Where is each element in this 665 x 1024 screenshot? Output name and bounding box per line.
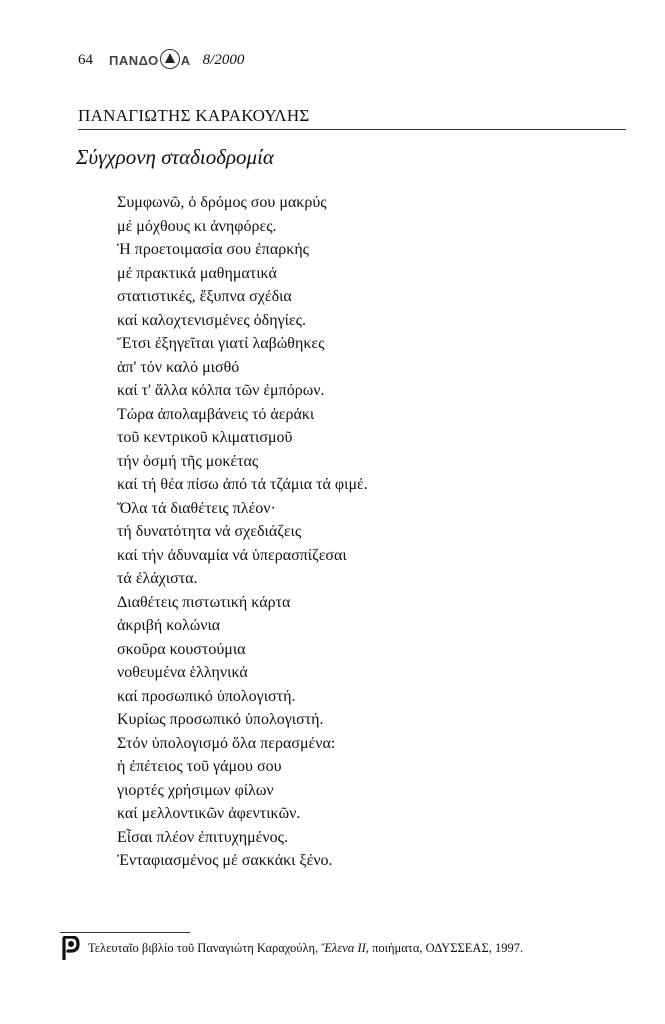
poem-line: καί μελλοντικῶν ἀφεντικῶν. xyxy=(117,805,301,822)
poem-line: μέ μόχθους κι ἀνηφόρες. xyxy=(117,217,277,235)
poem-line: Συμφωνῶ, ὁ δρόμος σου μακρύς xyxy=(117,194,327,211)
poem-line: τή δυνατότητα νά σχεδιάζεις xyxy=(117,523,302,540)
poem-line: τήν ὀσμή τῆς μοκέτας xyxy=(117,452,259,470)
poem-line: γιορτές χρήσιμων φίλων xyxy=(117,781,274,799)
magazine-logo-icon xyxy=(160,49,180,69)
poem-body xyxy=(117,191,617,873)
magazine-logo-text-right: Α xyxy=(180,52,191,68)
poem-line: Τώρα ἀπολαμβάνεις τό ἀεράκι xyxy=(117,405,315,423)
running-header xyxy=(78,48,244,72)
poem-line: Εἶσαι πλέον ἐπιτυχημένος. xyxy=(117,828,288,846)
poem-line: Στόν ὑπολογισμό ὅλα περασμένα: xyxy=(117,734,336,752)
footnote-text xyxy=(88,941,523,956)
footnote-divider xyxy=(60,932,190,933)
poem-line: τοῦ κεντρικοῦ κλιματισμοῦ xyxy=(117,429,293,446)
magazine-logo xyxy=(109,50,191,70)
poem-line: καί προσωπικό ὑπολογιστή. xyxy=(117,687,296,705)
author-name: ΠΑΝΑΓΙΩΤΗΣ ΚΑΡΑΚΟΥΛΗΣ xyxy=(78,106,310,125)
poem-line: καί καλοχτενισμένες ὁδηγίες. xyxy=(117,311,307,329)
poem-line: Διαθέτεις πιστωτική κάρτα xyxy=(117,593,291,611)
poem-line: Ἔτσι ἐξηγεῖται γιατί λαβώθηκες xyxy=(117,335,325,352)
poem-line: ἀπ' τόν καλό μισθό xyxy=(117,358,240,376)
poem-title: Σύγχρονη σταδιοδρομία xyxy=(76,145,274,169)
poem-line: Ὅλα τά διαθέτεις πλέον· xyxy=(117,499,276,517)
poem-line: καί τ' ἄλλα κόλπα τῶν ἐμπόρων. xyxy=(117,382,325,399)
issue-number: 8/2000 xyxy=(202,51,245,68)
poem-line: τά ἐλάχιστα. xyxy=(117,570,198,587)
poem-line: ἀκριβή κολώνια xyxy=(117,617,221,634)
poem-line: καί τήν ἀδυναμία νά ὑπερασπίζεσαι xyxy=(117,546,347,564)
poem-line: καί τή θέα πίσω ἀπό τά τζάμια τά φιμέ. xyxy=(117,476,368,493)
poem-line: σκοῦρα κουστούμια xyxy=(117,640,246,658)
page-number: 64 xyxy=(78,51,93,68)
poem-line: μέ πρακτικά μαθηματικά xyxy=(117,264,277,282)
stylized-p-icon xyxy=(60,936,80,960)
footnote xyxy=(60,936,523,960)
poem-line: ἡ ἐπέτειος τοῦ γάμου σου xyxy=(117,758,282,775)
poem-line: Ἡ προετοιμασία σου ἐπαρκής xyxy=(117,241,310,258)
footnote-book-title: Ἕλενα ΙΙ xyxy=(321,940,366,955)
footnote-text-before: Τελευταῖο βιβλίο τοῦ Παναγιώτη Καραχούλη, xyxy=(88,940,322,955)
poem-line: νοθευμένα ἑλληνικά xyxy=(117,664,248,681)
header-divider xyxy=(78,129,626,130)
poem-line: Κυρίως προσωπικό ὑπολογιστή. xyxy=(117,711,324,728)
footnote-text-after: , ποιήματα, ΟΔΥΣΣΕΑΣ, 1997. xyxy=(365,940,524,955)
poem-line: στατιστικές, ἔξυπνα σχέδια xyxy=(117,288,292,305)
magazine-logo-text-left: ΠΑΝΔΟ xyxy=(109,52,159,68)
poem-line: Ἐνταφιασμένος μέ σακκάκι ξένο. xyxy=(117,852,333,869)
